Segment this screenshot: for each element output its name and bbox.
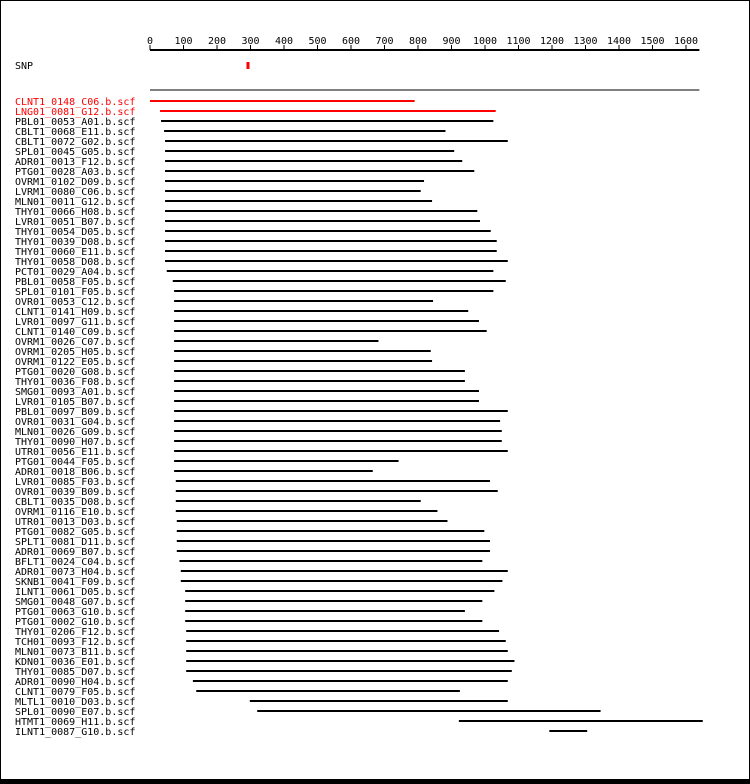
read-name: CLNT1_0148_C06.b.scf	[15, 97, 136, 108]
axis-tick-label: 1200	[539, 36, 565, 47]
read-name: SPLT1_0081_D11.b.scf	[15, 537, 136, 548]
read-name: KDN01_0036_E01.b.scf	[15, 657, 136, 668]
read-name: LVR01_0105_B07.b.scf	[15, 397, 136, 408]
position-axis	[147, 36, 699, 50]
axis-tick-label: 1100	[506, 36, 531, 47]
read-name: PBL01_0097_B09.b.scf	[15, 407, 136, 418]
snp-track	[15, 61, 699, 90]
read-name: SKNB1_0041_F09.b.scf	[15, 577, 136, 588]
read-name: TCH01_0093_F12.b.scf	[15, 637, 136, 648]
axis-tick-label: 900	[442, 36, 461, 47]
read-name: ADR01_0018_B06.b.scf	[15, 467, 136, 478]
read-name: THY01_0060_E11.b.scf	[15, 247, 136, 258]
axis-tick-label: 200	[207, 36, 227, 47]
read-name: OVR01_0053_C12.b.scf	[15, 297, 136, 308]
read-name: BFLT1_0024_C04.b.scf	[15, 557, 136, 568]
read-name: THY01_0085_D07.b.scf	[15, 667, 136, 678]
read-name: CLNT1_0140_C09.b.scf	[15, 327, 136, 338]
read-name: PTG01_0028_A03.b.scf	[15, 167, 136, 178]
read-name: OVR01_0039_B09.b.scf	[15, 487, 136, 498]
read-name: ADR01_0013_F12.b.scf	[15, 157, 136, 168]
read-name: LVR01_0085_F03.b.scf	[15, 477, 136, 488]
read-name: THY01_0058_D08.b.scf	[15, 257, 136, 268]
read-name: PBL01_0058_F05.b.scf	[15, 277, 136, 288]
read-name: CBLT1_0072_G02.b.scf	[15, 137, 136, 148]
read-name: PTG01_0044_F05.b.scf	[15, 457, 136, 468]
read-name: OVRM1_0116_E10.b.scf	[15, 507, 136, 518]
read-name: UTR01_0013_D03.b.scf	[15, 517, 136, 528]
read-name: ILNT1_0061_D05.b.scf	[15, 587, 136, 598]
read-list	[15, 97, 703, 738]
read-name: SMG01_0048_G07.b.scf	[15, 597, 136, 608]
read-name: THY01_0206_F12.b.scf	[15, 627, 136, 638]
axis-tick-label: 300	[241, 36, 260, 47]
read-name: THY01_0036_F08.b.scf	[15, 377, 136, 388]
read-name: PTG01_0002_G10.b.scf	[15, 617, 136, 628]
axis-tick-label: 1400	[606, 36, 632, 47]
axis-tick-label: 1500	[640, 36, 665, 47]
axis-tick-label: 1000	[472, 36, 498, 47]
read-name: PBL01_0053_A01.b.scf	[15, 117, 136, 128]
read-name: OVRM1_0102_D09.b.scf	[15, 177, 136, 188]
read-name: SPL01_0045_G05.b.scf	[15, 147, 136, 158]
read-name: LNG01_0081_G12.b.scf	[15, 107, 136, 118]
axis-tick-label: 400	[274, 36, 294, 47]
read-name: MLN01_0073_B11.b.scf	[15, 647, 136, 658]
read-name: CBLT1_0068_E11.b.scf	[15, 127, 136, 138]
read-name: CLNT1_0079_F05.b.scf	[15, 687, 136, 698]
read-name: THY01_0054_D05.b.scf	[15, 227, 136, 238]
read-name: ILNT1_0087_G10.b.scf	[15, 727, 136, 738]
read-name: PTG01_0020_G08.b.scf	[15, 367, 136, 378]
read-name: CBLT1_0035_D08.b.scf	[15, 497, 136, 508]
read-name: PCT01_0029_A04.b.scf	[15, 267, 136, 278]
read-name: HTMT1_0069_H11.b.scf	[15, 717, 136, 728]
axis-tick-label: 600	[341, 36, 361, 47]
snp-marker	[246, 62, 249, 69]
read-name: OVRM1_0026_C07.b.scf	[15, 337, 136, 348]
axis-tick-label: 800	[408, 36, 428, 47]
alignment-chart	[1, 1, 749, 779]
read-name: ADR01_0090_H04.b.scf	[15, 677, 136, 688]
read-name: LVR01_0051_B07.b.scf	[15, 217, 136, 228]
axis-tick-label: 100	[174, 36, 193, 47]
read-name: OVR01_0031_G04.b.scf	[15, 417, 136, 428]
read-name: LVR01_0097_G11.b.scf	[15, 317, 136, 328]
read-name: MLN01_0026_G09.b.scf	[15, 427, 136, 438]
axis-tick-label: 0	[146, 36, 154, 47]
read-name: THY01_0090_H07.b.scf	[15, 437, 136, 448]
read-row	[15, 727, 587, 738]
read-name: SMG01_0093_A01.b.scf	[15, 387, 136, 398]
read-name: ADR01_0069_B07.b.scf	[15, 547, 136, 558]
axis-tick-label: 500	[308, 36, 327, 47]
read-name: THY01_0066_H08.b.scf	[15, 207, 136, 218]
read-name: SPL01_0101_F05.b.scf	[15, 287, 136, 298]
axis-tick-label: 700	[375, 36, 394, 47]
read-name: UTR01_0056_E11.b.scf	[15, 447, 136, 458]
read-name: PTG01_0082_G05.b.scf	[15, 527, 136, 538]
read-name: PTG01_0063_G10.b.scf	[15, 607, 136, 618]
read-name: THY01_0039_D08.b.scf	[15, 237, 136, 248]
read-name: CLNT1_0141_H09.b.scf	[15, 307, 136, 318]
axis-tick-label: 1300	[573, 36, 598, 47]
read-name: MLN01_0011_G12.b.scf	[15, 197, 136, 208]
read-name: SPL01_0090_E07.b.scf	[15, 707, 136, 718]
read-name: OVRM1_0205_H05.b.scf	[15, 347, 136, 358]
read-name: MLTL1_0010_D03.b.scf	[15, 697, 136, 708]
read-name: OVRM1_0122_E05.b.scf	[15, 357, 136, 368]
read-name: LVRM1_0080_C06.b.scf	[15, 187, 136, 198]
snp-label: SNP	[15, 61, 34, 72]
axis-tick-label: 1600	[673, 36, 699, 47]
read-name: ADR01_0073_H04.b.scf	[15, 567, 136, 578]
